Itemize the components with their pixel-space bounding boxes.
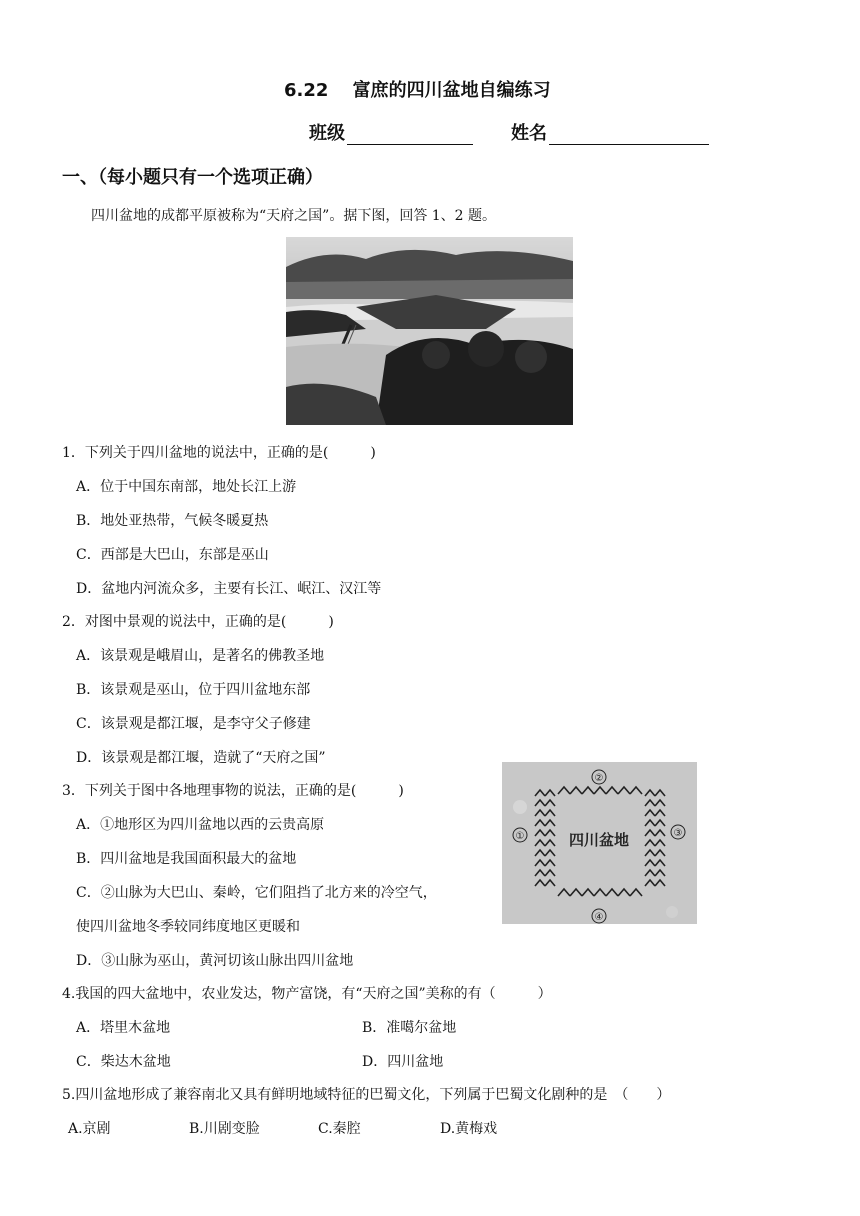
name-field[interactable] xyxy=(511,119,709,145)
q2-option-a[interactable]: A．该景观是峨眉山，是著名的佛教圣地 xyxy=(76,648,325,664)
svg-text:③: ③ xyxy=(673,828,683,839)
q2-option-d[interactable]: D．该景观是都江堰，造就了“天府之国” xyxy=(76,750,326,766)
q4-option-a[interactable]: A．塔里木盆地 xyxy=(76,1020,171,1036)
question-1: 1．下列关于四川盆地的说法中，正确的是( ) xyxy=(62,445,376,461)
q3-option-c-continued: 使四川盆地冬季较同纬度地区更暖和 xyxy=(76,919,300,935)
q4-option-d[interactable]: D．四川盆地 xyxy=(362,1054,444,1070)
name-label: 姓名 xyxy=(511,123,547,144)
question-2: 2．对图中景观的说法中，正确的是( ) xyxy=(62,614,334,630)
question-5: 5.四川盆地形成了兼容南北又具有鲜明地域特征的巴蜀文化，下列属于巴蜀文化剧种的是 （ ） xyxy=(62,1087,671,1103)
q5-option-a[interactable]: A.京剧 xyxy=(68,1121,111,1137)
q1-option-a[interactable]: A．位于中国东南部，地处长江上游 xyxy=(76,479,297,495)
q1-option-b[interactable]: B．地处亚热带，气候冬暖夏热 xyxy=(76,513,269,529)
q5-option-d[interactable]: D.黄梅戏 xyxy=(440,1121,498,1137)
landscape-image xyxy=(286,237,573,425)
basin-label: 四川盆地 xyxy=(568,831,630,849)
q2-option-c[interactable]: C．该景观是都江堰，是李守父子修建 xyxy=(76,716,311,732)
name-blank[interactable] xyxy=(549,126,709,145)
q4-option-c[interactable]: C．柴达木盆地 xyxy=(76,1054,171,1070)
q3-option-c[interactable]: C．②山脉为大巴山、秦岭，它们阻挡了北方来的冷空气， xyxy=(76,885,437,901)
q1-option-c[interactable]: C．西部是大巴山，东部是巫山 xyxy=(76,547,269,563)
q3-option-a[interactable]: A．①地形区为四川盆地以西的云贵高原 xyxy=(76,817,325,833)
q2-option-b[interactable]: B．该景观是巫山，位于四川盆地东部 xyxy=(76,682,311,698)
page-title: 6.22 富庶的四川盆地自编练习 xyxy=(284,80,551,101)
q5-option-b[interactable]: B.川剧变脸 xyxy=(189,1121,260,1137)
svg-text:①: ① xyxy=(515,831,525,842)
class-blank[interactable] xyxy=(347,126,473,145)
q1-option-d[interactable]: D．盆地内河流众多，主要有长江、岷江、汉江等 xyxy=(76,581,382,597)
question-3: 3．下列关于图中各地理事物的说法，正确的是( ) xyxy=(62,783,404,799)
q3-option-b[interactable]: B．四川盆地是我国面积最大的盆地 xyxy=(76,851,297,867)
q3-option-d[interactable]: D．③山脉为巫山，黄河切该山脉出四川盆地 xyxy=(76,953,354,969)
basin-diagram-svg xyxy=(502,762,697,924)
question-4: 4.我国的四大盆地中，农业发达，物产富饶，有“天府之国”美称的有（ ） xyxy=(62,986,552,1002)
basin-diagram xyxy=(502,762,697,924)
q5-option-c[interactable]: C.秦腔 xyxy=(318,1121,361,1137)
svg-text:④: ④ xyxy=(594,912,604,923)
q4-option-b[interactable]: B．准噶尔盆地 xyxy=(362,1020,457,1036)
class-field[interactable] xyxy=(309,119,473,145)
svg-text:②: ② xyxy=(594,773,604,784)
section-heading: 一、（每小题只有一个选项正确） xyxy=(62,167,323,188)
section-intro: 四川盆地的成都平原被称为“天府之国”。据下图，回答 1、2 题。 xyxy=(91,208,497,224)
class-label: 班级 xyxy=(309,123,345,144)
dujiangyan-photo xyxy=(286,237,573,425)
